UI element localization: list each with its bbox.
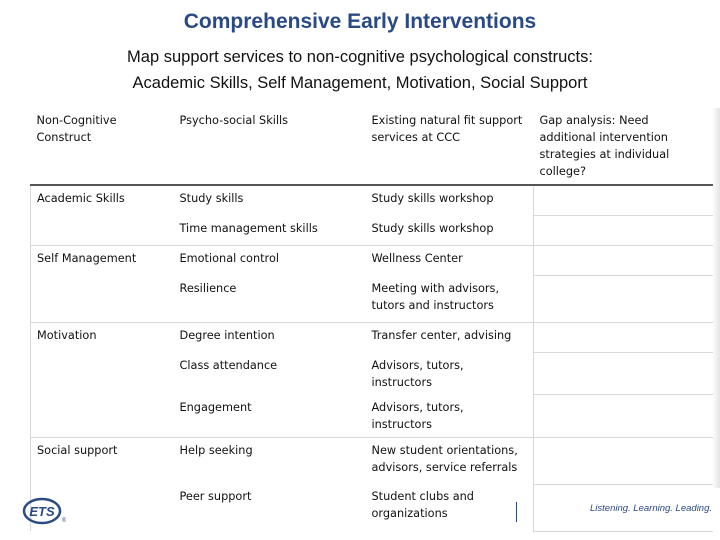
skill-cell: Degree intention [179, 329, 275, 342]
subtitle-line-2: Academic Skills, Self Management, Motivation, Social Support [132, 74, 588, 92]
slide-title: Comprehensive Early Interventions [183, 10, 537, 33]
service-cell: New student orientations, advisors, service referrals [371, 443, 518, 474]
skill-cell: Emotional control [179, 252, 280, 265]
skill-cell: Peer support [179, 490, 252, 503]
header-gap-analysis: Gap analysis: Need additional intervention strategies at individual college? [534, 108, 713, 185]
service-cell: Advisors, tutors, instructors [371, 400, 464, 431]
skill-cell: Engagement [179, 400, 252, 414]
skill-cell: Time management skills [179, 221, 318, 235]
gap-cell[interactable] [534, 216, 713, 246]
construct-cell [31, 216, 174, 246]
gap-cell[interactable] [534, 323, 713, 353]
table-row [31, 353, 713, 395]
ets-logo-icon [22, 496, 66, 526]
table-row [31, 323, 713, 353]
edge-shadow [712, 108, 720, 488]
service-cell: Wellness Center [371, 252, 463, 265]
header-construct: Non-Cognitive Construct [31, 108, 174, 185]
service-cell: Study skills workshop [371, 221, 494, 235]
skill-cell: Help seeking [179, 443, 253, 457]
header-services: Existing natural fit support services at CCC [366, 108, 534, 185]
table-row [31, 395, 713, 438]
gap-cell[interactable] [534, 246, 713, 276]
service-cell: Student clubs and organizations [371, 490, 474, 520]
service-cell: Advisors, tutors, instructors [371, 358, 464, 389]
table-row [31, 437, 713, 484]
service-cell: Study skills workshop [371, 192, 494, 205]
header-skills: Psycho-social Skills [174, 108, 366, 185]
table-row [31, 185, 713, 216]
slide-subtitle [0, 44, 720, 96]
construct-cell [31, 395, 174, 438]
service-cell: Meeting with advisors, tutors and instructors [371, 281, 500, 312]
table-row [31, 246, 713, 276]
skill-cell: Resilience [179, 281, 237, 295]
construct-cell: Self Management [31, 246, 174, 276]
table-header-row [31, 108, 713, 185]
construct-cell: Social support [31, 437, 174, 484]
ets-logo [22, 496, 66, 531]
skill-cell: Study skills [179, 192, 244, 205]
table-row [31, 276, 713, 323]
interventions-table [30, 108, 713, 532]
svg-text:®: ® [62, 518, 66, 524]
gap-cell[interactable] [534, 395, 713, 438]
construct-cell: Academic Skills [31, 185, 174, 216]
service-cell: Transfer center, advising [371, 329, 512, 342]
gap-cell[interactable] [534, 185, 713, 216]
skill-cell: Class attendance [179, 358, 278, 372]
table-row [31, 216, 713, 246]
gap-cell[interactable] [534, 437, 713, 484]
construct-cell [31, 353, 174, 395]
logo-text: ETS [29, 504, 55, 519]
subtitle-line-1: Map support services to non-cognitive psychological constructs: [127, 48, 593, 66]
construct-cell: Motivation [31, 323, 174, 353]
gap-cell[interactable] [534, 353, 713, 395]
footer-tagline: Listening. Learning. Leading. [590, 503, 713, 514]
gap-cell[interactable] [534, 276, 713, 323]
footer-divider [516, 502, 517, 522]
construct-cell [31, 276, 174, 323]
